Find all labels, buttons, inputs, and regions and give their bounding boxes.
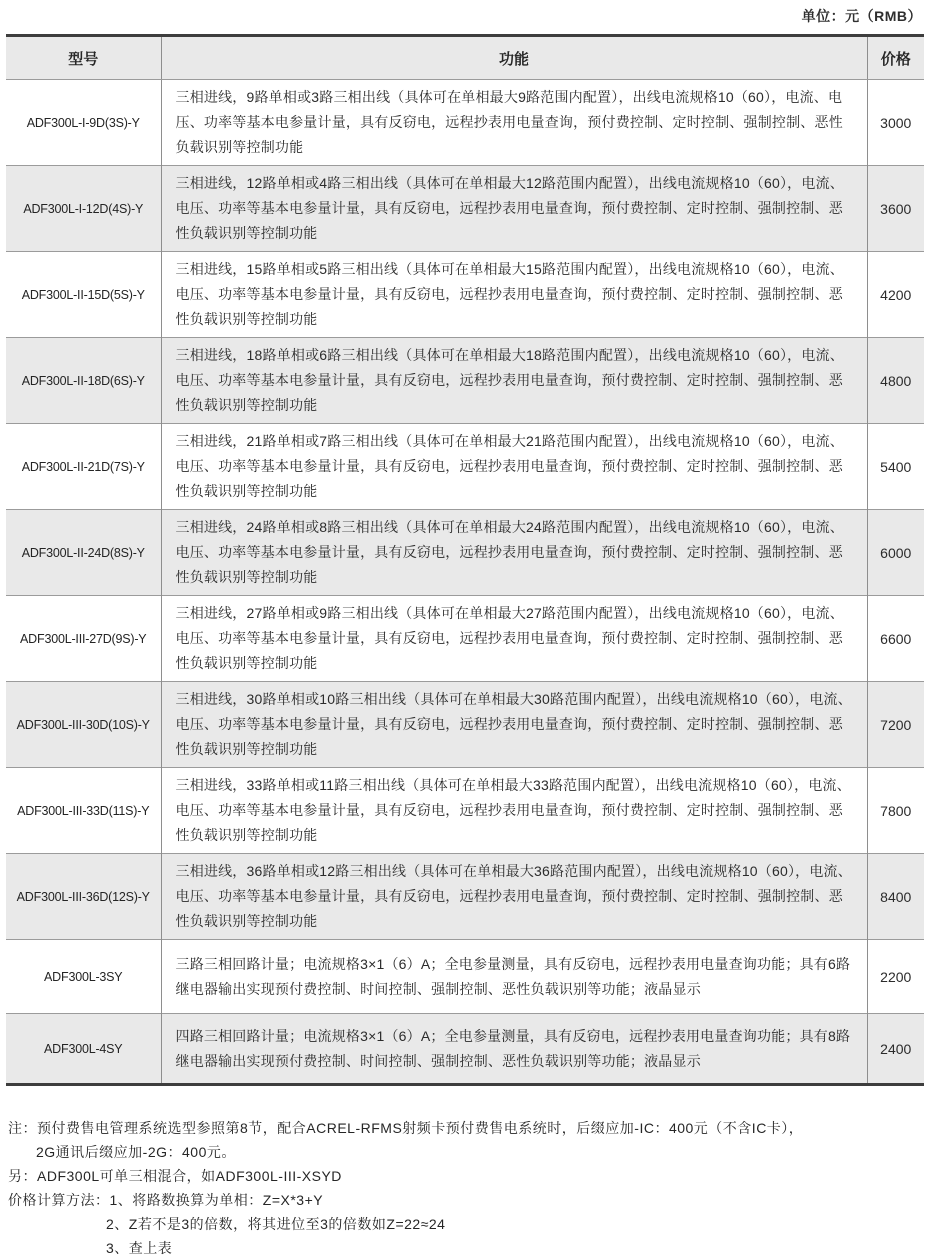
- model-cell: ADF300L-III-33D(11S)-Y: [6, 768, 161, 854]
- function-cell: 三相进线，24路单相或8路三相出线（具体可在单相最大24路范围内配置），出线电流规格10（60），电流、电压、功率等基本电参量计量，具有反窃电，远程抄表用电量查询，预付费控制、定时控制、强制控制、恶性负载识别等控制功能: [161, 510, 867, 596]
- note-line: 价格计算方法：1、将路数换算为单相：Z=X*3+Y: [8, 1192, 324, 1208]
- col-header-model: 型号: [6, 36, 161, 80]
- model-cell: ADF300L-II-24D(8S)-Y: [6, 510, 161, 596]
- table-row: [6, 166, 924, 252]
- model-cell: ADF300L-III-36D(12S)-Y: [6, 854, 161, 940]
- table-header: [6, 36, 924, 80]
- col-header-function: 功能: [161, 36, 867, 80]
- notes: [6, 1116, 924, 1260]
- price-cell: 4800: [867, 338, 924, 424]
- price-cell: 8400: [867, 854, 924, 940]
- model-cell: ADF300L-3SY: [6, 940, 161, 1014]
- col-header-price: 价格: [867, 36, 924, 80]
- model-cell: ADF300L-4SY: [6, 1014, 161, 1085]
- model-cell: ADF300L-II-15D(5S)-Y: [6, 252, 161, 338]
- table-row: [6, 338, 924, 424]
- function-cell: 三相进线，36路单相或12路三相出线（具体可在单相最大36路范围内配置），出线电流规格10（60），电流、电压、功率等基本电参量计量，具有反窃电，远程抄表用电量查询，预付费控制、定时控制、强制控制、恶性负载识别等控制功能: [161, 854, 867, 940]
- price-cell: 7200: [867, 682, 924, 768]
- table-row: [6, 682, 924, 768]
- model-cell: ADF300L-II-21D(7S)-Y: [6, 424, 161, 510]
- model-cell: ADF300L-III-27D(9S)-Y: [6, 596, 161, 682]
- function-cell: 三相进线，30路单相或10路三相出线（具体可在单相最大30路范围内配置），出线电流规格10（60），电流、电压、功率等基本电参量计量，具有反窃电，远程抄表用电量查询，预付费控制、定时控制、强制控制、恶性负载识别等控制功能: [161, 682, 867, 768]
- function-cell: 三相进线，18路单相或6路三相出线（具体可在单相最大18路范围内配置），出线电流规格10（60），电流、电压、功率等基本电参量计量，具有反窃电，远程抄表用电量查询，预付费控制、定时控制、强制控制、恶性负载识别等控制功能: [161, 338, 867, 424]
- price-cell: 3600: [867, 166, 924, 252]
- model-cell: ADF300L-III-30D(10S)-Y: [6, 682, 161, 768]
- price-cell: 5400: [867, 424, 924, 510]
- note-line: 2、Z若不是3的倍数，将其进位至3的倍数如Z=22≈24: [106, 1216, 446, 1232]
- function-cell: 四路三相回路计量；电流规格3×1（6）A；全电参量测量，具有反窃电，远程抄表用电量查询功能；具有8路继电器输出实现预付费控制、时间控制、强制控制、恶性负载识别等功能；液晶显示: [161, 1014, 867, 1085]
- table-row: [6, 252, 924, 338]
- price-cell: 2200: [867, 940, 924, 1014]
- table-row: [6, 940, 924, 1014]
- function-cell: 三相进线，27路单相或9路三相出线（具体可在单相最大27路范围内配置），出线电流规格10（60），电流、电压、功率等基本电参量计量，具有反窃电，远程抄表用电量查询，预付费控制、定时控制、强制控制、恶性负载识别等控制功能: [161, 596, 867, 682]
- table-row: [6, 1014, 924, 1085]
- function-cell: 三相进线，9路单相或3路三相出线（具体可在单相最大9路范围内配置），出线电流规格10（60），电流、电压、功率等基本电参量计量，具有反窃电，远程抄表用电量查询，预付费控制、定时控制、强制控制、恶性负载识别等控制功能: [161, 80, 867, 166]
- function-cell: 三相进线，15路单相或5路三相出线（具体可在单相最大15路范围内配置），出线电流规格10（60），电流、电压、功率等基本电参量计量，具有反窃电，远程抄表用电量查询，预付费控制、定时控制、强制控制、恶性负载识别等控制功能: [161, 252, 867, 338]
- note-line: 2G通讯后缀应加-2G：400元。: [36, 1144, 236, 1160]
- note-line: 另：ADF300L可单三相混合，如ADF300L-III-XSYD: [8, 1168, 342, 1184]
- note-line: 注：预付费售电管理系统选型参照第8节，配合ACREL-RFMS射频卡预付费售电系统时，后缀应加-IC：400元（不含IC卡），: [8, 1120, 804, 1136]
- header-row: [6, 36, 924, 80]
- price-cell: 6600: [867, 596, 924, 682]
- table-row: [6, 80, 924, 166]
- price-cell: 2400: [867, 1014, 924, 1085]
- function-cell: 三相进线，33路单相或11路三相出线（具体可在单相最大33路范围内配置），出线电流规格10（60），电流、电压、功率等基本电参量计量，具有反窃电，远程抄表用电量查询，预付费控制、定时控制、强制控制、恶性负载识别等控制功能: [161, 768, 867, 854]
- model-cell: ADF300L-I-9D(3S)-Y: [26, 115, 140, 130]
- price-cell: 7800: [867, 768, 924, 854]
- function-cell: 三相进线，12路单相或4路三相出线（具体可在单相最大12路范围内配置），出线电流规格10（60），电流、电压、功率等基本电参量计量，具有反窃电，远程抄表用电量查询，预付费控制、定时控制、强制控制、恶性负载识别等控制功能: [161, 166, 867, 252]
- model-cell: ADF300L-II-18D(6S)-Y: [6, 338, 161, 424]
- unit-label: 单位：元（RMB）: [801, 8, 922, 24]
- price-cell: 4200: [867, 252, 924, 338]
- table-row: [6, 424, 924, 510]
- table-row: [6, 596, 924, 682]
- table-row: [6, 854, 924, 940]
- table-row: [6, 510, 924, 596]
- price-table: [6, 34, 924, 1086]
- note-line: 3、查上表: [106, 1240, 173, 1256]
- price-cell: 3000: [880, 114, 912, 131]
- function-cell: 三路三相回路计量；电流规格3×1（6）A；全电参量测量，具有反窃电，远程抄表用电量查询功能；具有6路继电器输出实现预付费控制、时间控制、强制控制、恶性负载识别等功能；液晶显示: [161, 940, 867, 1014]
- table-body: [6, 80, 924, 1085]
- function-cell: 三相进线，21路单相或7路三相出线（具体可在单相最大21路范围内配置），出线电流规格10（60），电流、电压、功率等基本电参量计量，具有反窃电，远程抄表用电量查询，预付费控制、定时控制、强制控制、恶性负载识别等控制功能: [161, 424, 867, 510]
- price-cell: 6000: [867, 510, 924, 596]
- table-row: [6, 768, 924, 854]
- model-cell: ADF300L-I-12D(4S)-Y: [6, 166, 161, 252]
